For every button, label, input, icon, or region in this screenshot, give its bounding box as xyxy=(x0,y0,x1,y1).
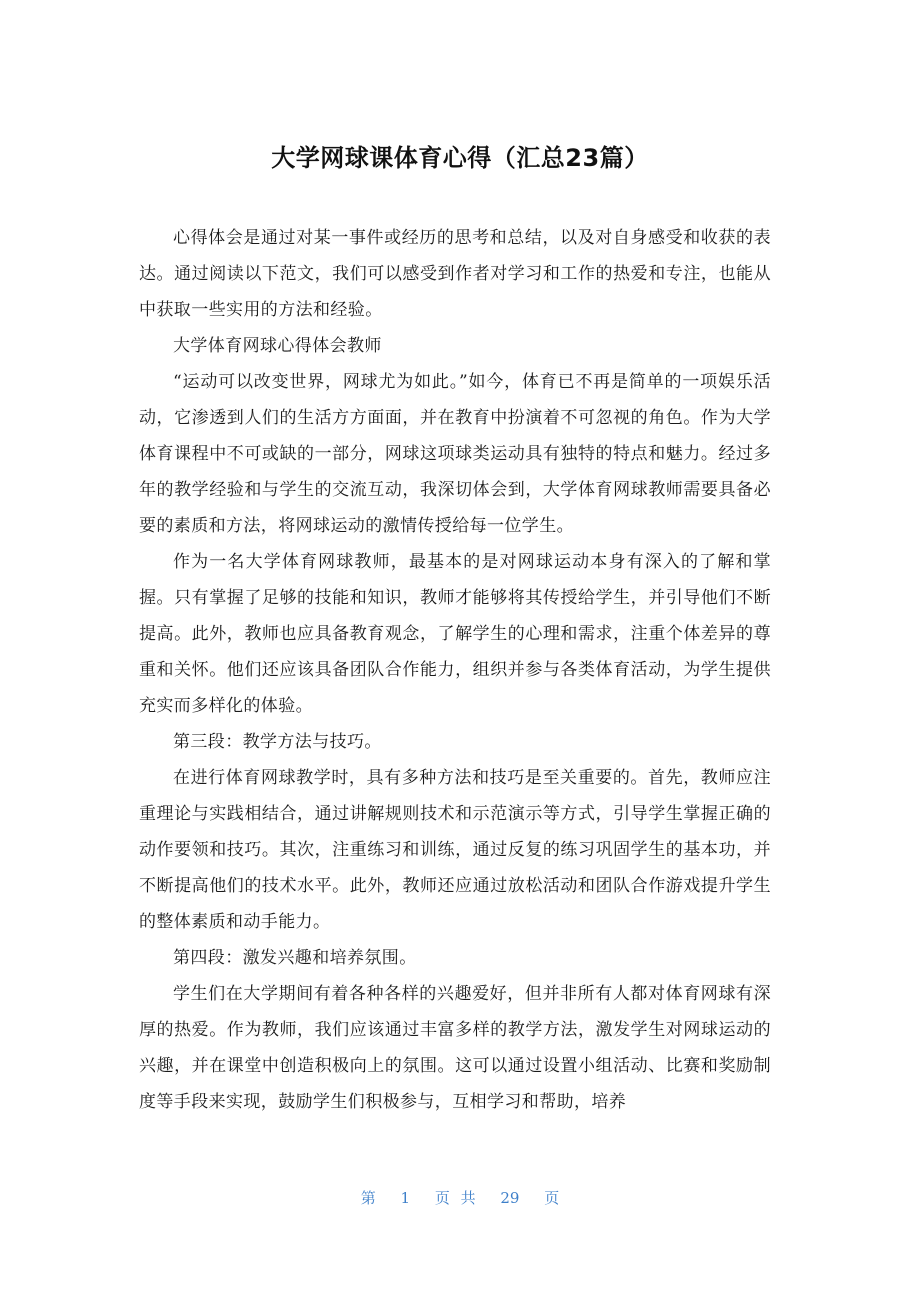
section-heading: 第四段：激发兴趣和培养氛围。 xyxy=(173,948,417,968)
footer-current-page: 1 xyxy=(400,1189,411,1207)
page-footer xyxy=(0,1186,920,1210)
paragraph: 在进行体育网球教学时，具有多种方法和技巧是至关重要的。首先，教师应注重理论与实践相结合，通过讲解规则技术和示范演示等方式，引导学生掌握正确的动作要领和技巧。其次，注重练习和训练，通过反复的练习巩固学生的基本功，并不断提高他们的技术水平。此外，教师还应通过放松活动和团队合作游戏提升学生的整体素质和动手能力。 xyxy=(139,768,771,932)
paragraph-intro: 心得体会是通过对某一事件或经历的思考和总结，以及对自身感受和收获的表达。通过阅读以下范文，我们可以感受到作者对学习和工作的热爱和专注，也能从中获取一些实用的方法和经验。 xyxy=(139,228,771,320)
section-heading: 第三段：教学方法与技巧。 xyxy=(173,732,382,752)
footer-label-page: 第 xyxy=(360,1189,376,1207)
paragraph: “运动可以改变世界，网球尤为如此。”如今，体育已不再是简单的一项娱乐活动，它渗透到人们的生活方方面面，并在教育中扮演着不可忽视的角色。作为大学体育课程中不可或缺的一部分，网球这项球类运动具有独特的特点和魅力。经过多年的教学经验和与学生的交流互动，我深切体会到，大学体育网球教师需要具备必要的素质和方法，将网球运动的激情传授给每一位学生。 xyxy=(139,372,771,536)
footer-label-pages: 页 xyxy=(544,1189,560,1207)
footer-label-of: 页 共 xyxy=(434,1189,476,1207)
footer-total-pages: 29 xyxy=(500,1189,520,1207)
paragraph: 作为一名大学体育网球教师，最基本的是对网球运动本身有深入的了解和掌握。只有掌握了足够的技能和知识，教师才能够将其传授给学生，并引导他们不断提高。此外，教师也应具备教育观念，了解学生的心理和需求，注重个体差异的尊重和关怀。他们还应该具备团队合作能力，组织并参与各类体育活动，为学生提供充实而多样化的体验。 xyxy=(139,552,771,716)
paragraph: 学生们在大学期间有着各种各样的兴趣爱好，但并非所有人都对体育网球有深厚的热爱。作为教师，我们应该通过丰富多样的教学方法，激发学生对网球运动的兴趣，并在课堂中创造积极向上的氛围。这可以通过设置小组活动、比赛和奖励制度等手段来实现，鼓励学生们积极参与，互相学习和帮助，培养 xyxy=(139,984,771,1112)
document-title: 大学网球课体育心得（汇总23篇） xyxy=(271,144,649,172)
section-heading: 大学体育网球心得体会教师 xyxy=(173,336,382,356)
document-body xyxy=(139,220,771,1120)
